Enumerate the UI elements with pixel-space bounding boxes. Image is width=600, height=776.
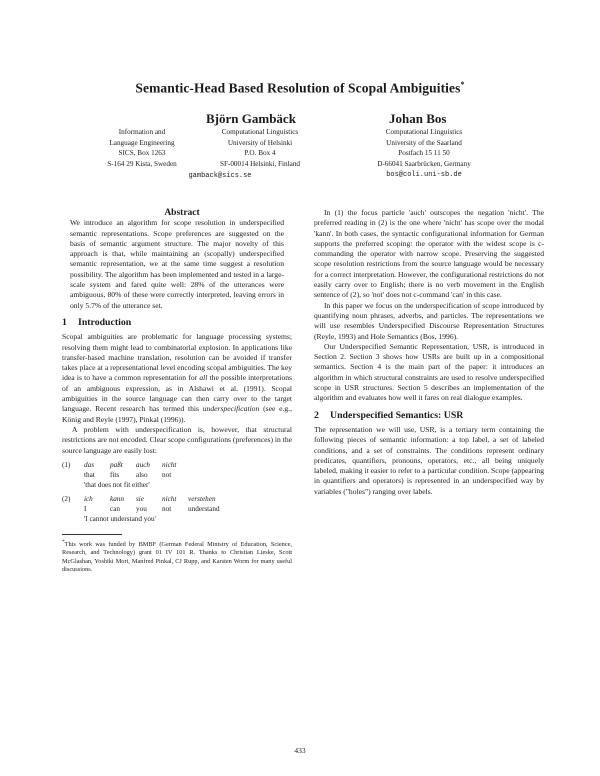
example-gloss: not (162, 470, 172, 479)
abstract (62, 208, 292, 311)
section-title: Underspecified Semantics: USR (330, 409, 464, 421)
aff-line: SICS, Box 1263 (118, 149, 166, 157)
left-column (62, 208, 292, 575)
example-word: das (84, 460, 94, 469)
title-footnote-mark: * (460, 80, 465, 89)
abstract-heading: Abstract (164, 208, 200, 218)
example-translation: 'that does not fit either' (84, 480, 150, 489)
example-word: verstehen (188, 494, 216, 503)
intro-paragraph-1 (62, 332, 292, 425)
author-name-1: Björn Gambäck (206, 111, 296, 126)
author-1-affiliation-2 (194, 127, 326, 169)
right-paragraph-1: In (1) the focus particle 'auch' outscopes the negation 'nicht'. The preferred reading in (2) is the one where 'nicht' has scope over the modal 'kann'. In both cases, the syntactic configurational information for German supports the preferred scoping: the operator with the widest scope is c-commanding the operator with narrow scope. Preserving the suggested scope resolution restrictions from the source language would be necessary for a correct interpretation. However, the configurational restrictions do not easily carry over to English; there is no verb movement in the English sentence of (2), so 'not' does not c-command 'can' in this case. (314, 208, 544, 300)
example-gloss: fits (110, 470, 120, 479)
example-word: nicht (162, 460, 177, 469)
abstract-text: We introduce an algorithm for scope resolution in underspecified semantic representations. Scope preferences are suggested on the basis of semantic argument structure. The major novelty of this approach is that, while maintaining an (scopally) underspecified semantic representation, we at the same time suggest a resolution possibility. The algorithm has been implemented and tested in a large-scale system and fared quite well: 28% of the utterances were ambiguous, 80% of these were correctly interpreted, leaving errors in only 5.7% of the utterance set. (70, 218, 284, 310)
footnote (62, 538, 292, 575)
emphasis: all (199, 373, 208, 383)
example-gloss: can (110, 504, 120, 513)
right-paragraph-3: Our Underspecified Semantic Representation, USR, is introduced in Section 2. Section 3 shows how USRs are built up in a compositional semantics. Section 4 is the main part of the paper: it introduces an algorithm in which structural constraints are used to resolve underspecified scope in USR structures. Section 5 describes an implementation of the algorithm and evaluates how well it fares on real dialogue examples. (314, 341, 544, 403)
author-name-2: Johan Bos (389, 111, 447, 126)
aff-line: Postfach 15 11 50 (398, 149, 450, 157)
example-word: auch (136, 460, 150, 469)
section-number: 1 (62, 316, 67, 328)
example-gloss: understand (188, 504, 220, 513)
footnote-text: This work was funded by BMBF (German Federal Ministry of Education, Science, Research, and Technology) grant 01 IV 101 R. Thanks to Christian Lieske, Scott McGlashan, Yoshiki Mori, Manfred Pinkal, CJ Rupp, and Karsten Worm for many useful discussions. (62, 540, 292, 574)
section-title: Introduction (78, 316, 132, 328)
aff-line: Information and (118, 128, 166, 136)
example-word: paßt (110, 460, 123, 469)
example-2 (62, 494, 292, 524)
right-column (314, 208, 544, 497)
example-gloss: also (136, 470, 148, 479)
title-text: Semantic-Head Based Resolution of Scopal Ambiguities (135, 80, 461, 96)
example-word: nicht (162, 494, 177, 503)
text-run: the possible interpretations of an ambiguous expression, as in Alshawi et al. (1991). Scopal ambiguities in the source language can then carry over to the target language. Recent research has termed this (62, 373, 292, 414)
example-word: sie (136, 494, 144, 503)
author-2-affiliation-1 (354, 127, 494, 181)
aff-line: S-164 29 Kista, Sweden (107, 159, 177, 168)
paper-title (0, 80, 600, 97)
right-paragraph-2: In this paper we focus on the underspecification of scope introduced by quantifying noun phrases, adverbs, and particles. The representations we will use resembles Underspecified Discourse Representation Structures (Reyle, 1993) and Hole Semantics (Bos, 1996). (314, 300, 544, 341)
text-run: Scopal ambiguities are problematic for language processing systems; resolving them might lead to combinatorial explosion. In applications like transfer-based machine translation, resolution can be avoided if transfer takes place at a representational level encoding scopal ambiguities. The key idea is to have a common representation for (62, 332, 292, 383)
section-heading-introduction (62, 318, 292, 328)
page-number: 433 (294, 746, 306, 755)
example-gloss: that (84, 470, 95, 479)
example-gloss: you (136, 504, 147, 513)
aff-line: Language Engineering (109, 138, 175, 147)
aff-line: D-66041 Saarbrücken, Germany (377, 159, 471, 168)
email-text: bos@coli.uni-sb.de (386, 171, 462, 179)
example-number: (2) (62, 494, 71, 503)
aff-line: Computational Linguistics (221, 128, 299, 136)
aff-line: University of the Saarland (386, 138, 462, 147)
aff-line: SF-00014 Helsinki, Finland (219, 159, 301, 168)
author-1-email (150, 170, 290, 182)
example-1 (62, 460, 292, 490)
email-text: gamback@sics.se (188, 172, 252, 180)
example-word: kann (110, 494, 124, 503)
author-1-affiliation-1 (82, 127, 202, 169)
aff-line: P.O. Box 4 (244, 149, 276, 157)
section-number: 2 (314, 409, 319, 421)
aff-line: University of Helsinki (227, 138, 293, 147)
example-number: (1) (62, 460, 71, 469)
example-gloss: I (84, 504, 87, 513)
emphasis: underspecification (202, 404, 260, 414)
example-translation: 'I cannot understand you' (84, 514, 156, 523)
intro-paragraph-2: A problem with underspecification is, however, that structural restrictions are not encoded. Clear scope configurations (preferences) in the source language are easily lost: (62, 424, 292, 455)
example-word: ich (84, 494, 93, 503)
section-heading-usr (314, 411, 544, 421)
example-gloss: not (162, 504, 172, 513)
text-run: (see e.g., König and Reyle (1997), Pinkal (1996)). (62, 404, 292, 424)
aff-line: Computational Linguistics (385, 128, 463, 136)
footnote-divider (62, 534, 122, 535)
footnote-mark: * (62, 538, 65, 545)
usr-paragraph-1: The representation we will use, USR, is a tertiary term containing the following pieces of semantic information: a top label, a set of labeled conditions, and a set of constraints. The conditions represent ordinary predicates, quantifiers, pronouns, operators, etc., all being uniquely labeled, making it easier to refer to a particular condition. Scope (appearing in quantifiers and operators) is represented in an underspecified way by variables ("holes") ranging over labels. (314, 424, 544, 496)
